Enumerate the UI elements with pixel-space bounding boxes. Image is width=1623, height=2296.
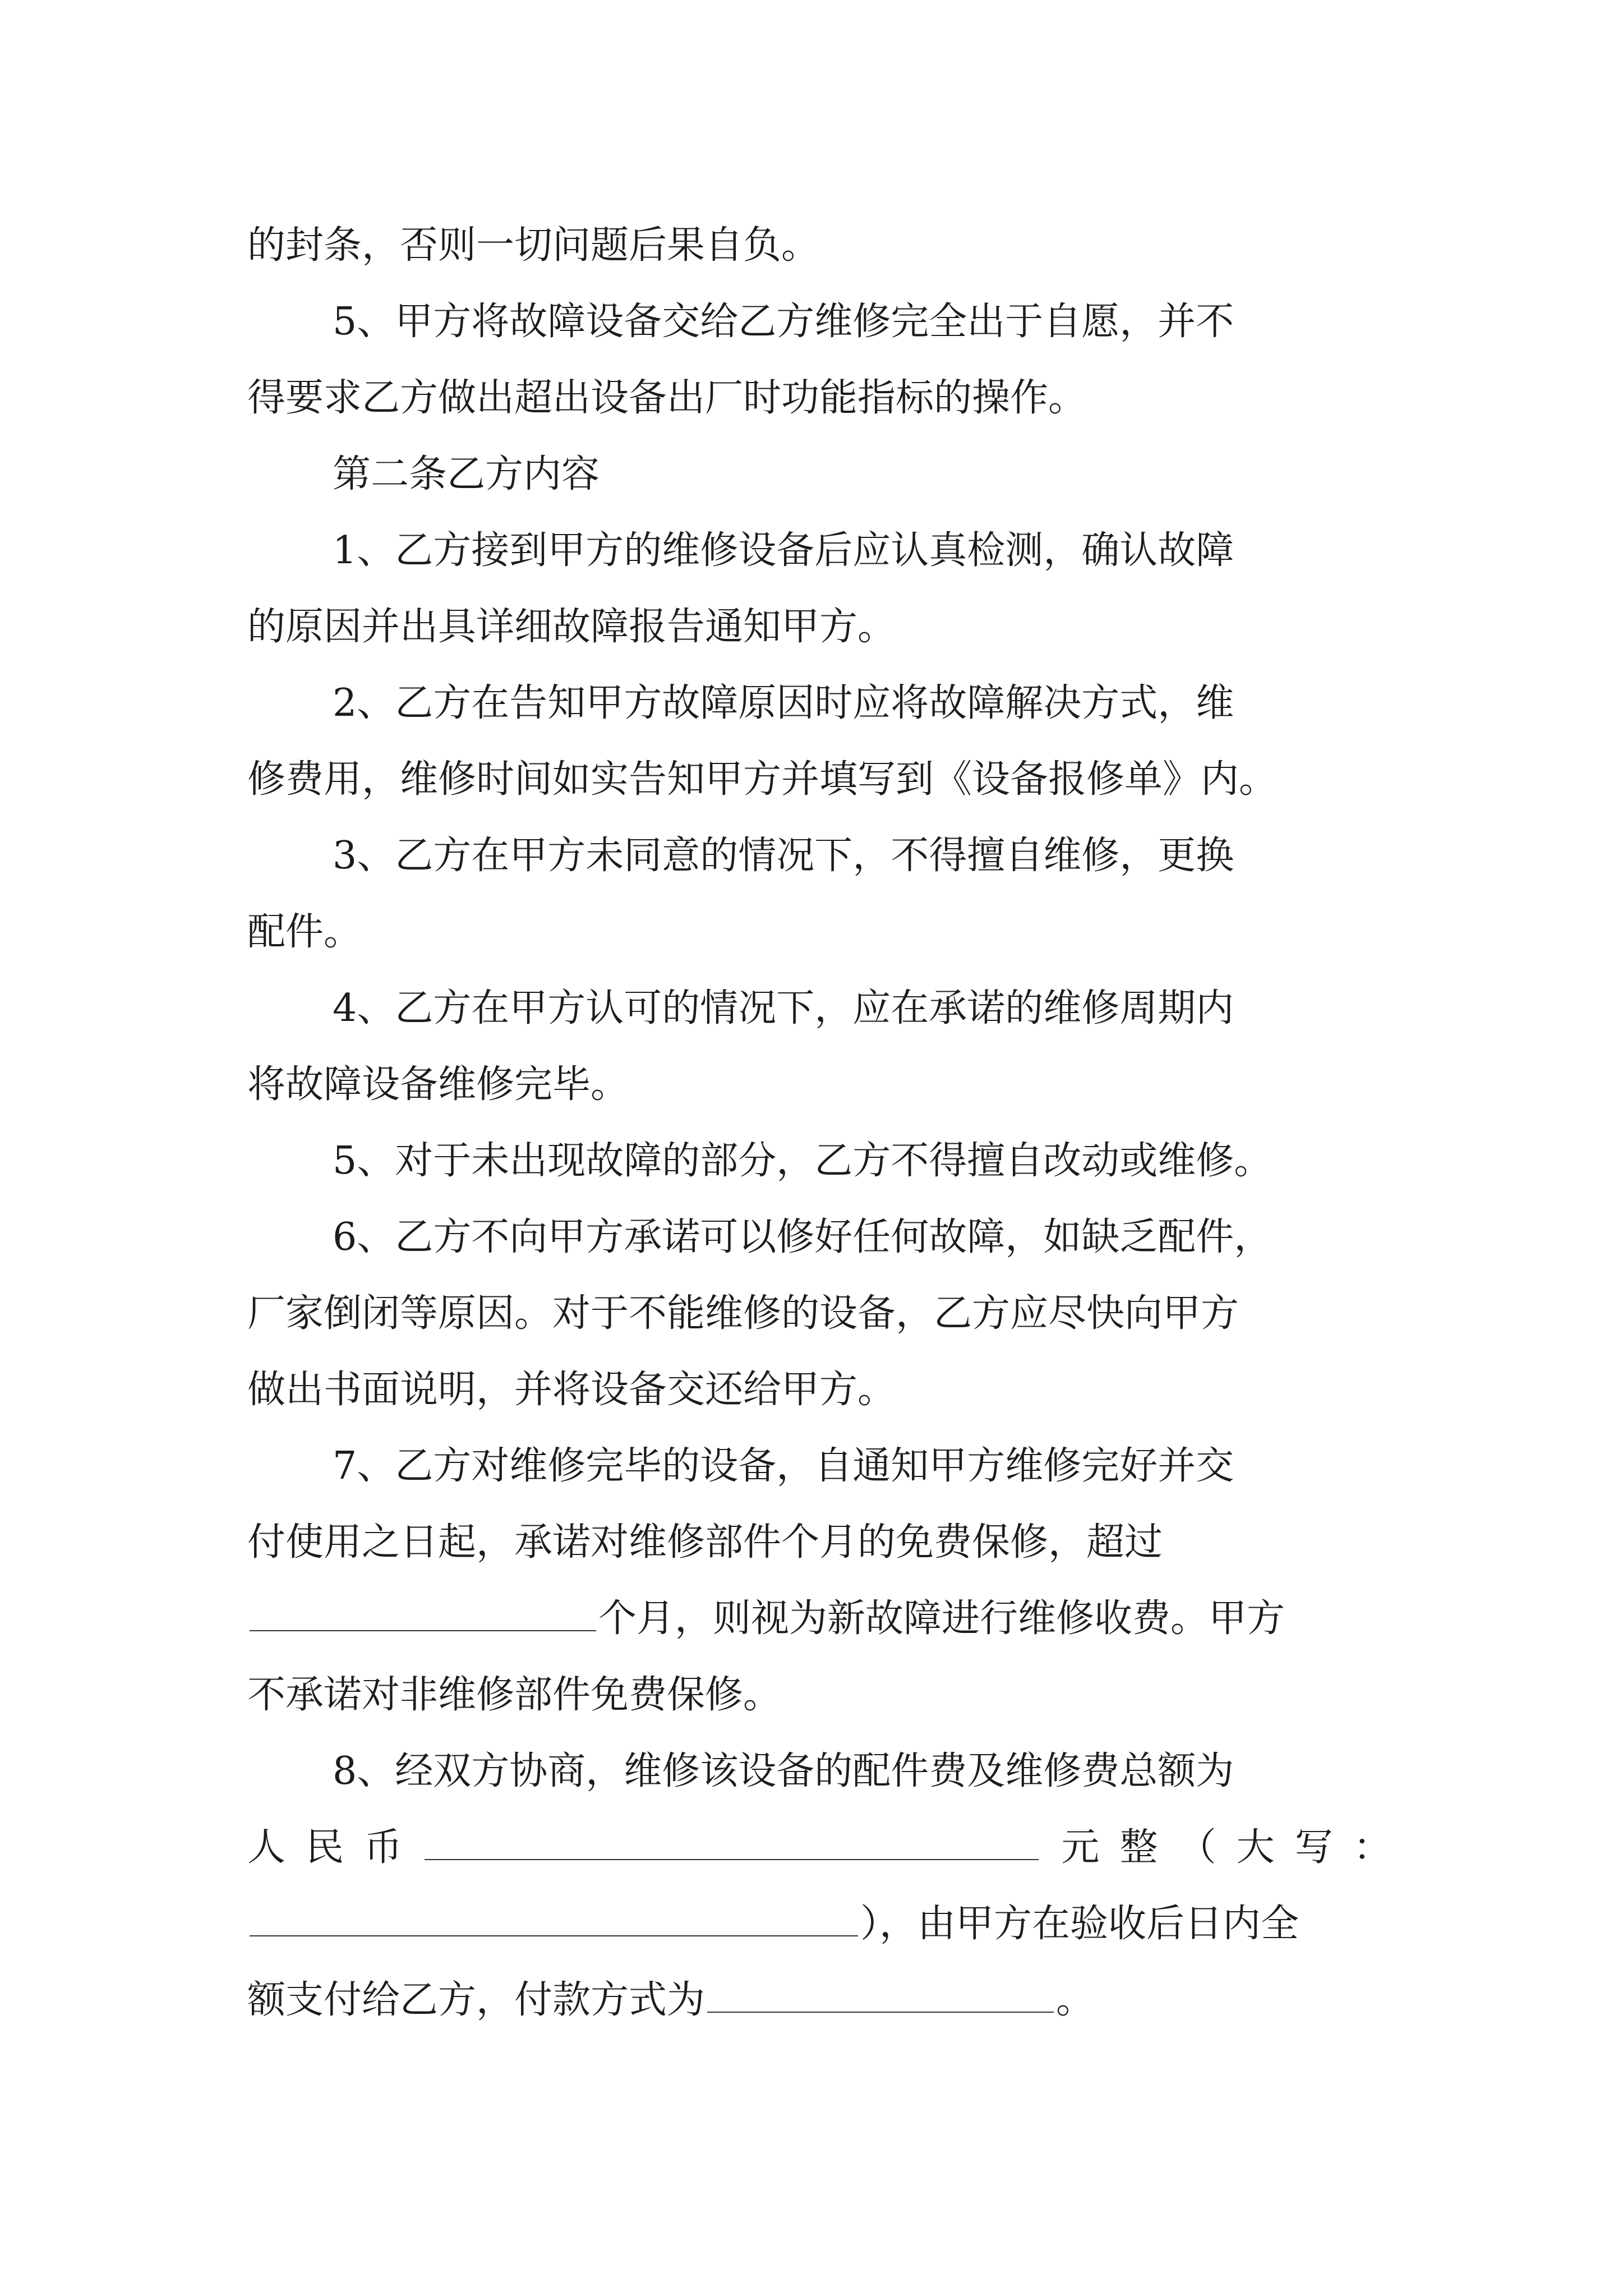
warranty-months-blank[interactable]	[250, 1625, 596, 1631]
clause-8-line	[247, 1886, 1391, 1962]
clause-6-line: 6、乙方不向甲方承诺可以修好任何故障，如缺乏配件，	[333, 1215, 1272, 1259]
amount-unit-char: （	[1178, 1825, 1216, 1870]
clause-8-line	[247, 1962, 1391, 2039]
clause-8-text: 。	[1056, 1978, 1095, 2022]
clause-4-line: 4、乙方在甲方认可的情况下，应在承诺的维修周期内	[333, 986, 1234, 1030]
clause-8-amount-line	[247, 1810, 1391, 1886]
clause-6-line: 做出书面说明，并将设备交还给甲方。	[247, 1368, 896, 1412]
clause-2-line: 修费用，维修时间如实告知甲方并填写到《设备报修单》内。	[247, 757, 1278, 802]
clause-5-line: 得要求乙方做出超出设备出厂时功能指标的操作。	[247, 376, 1087, 420]
clause-7-line: 7、乙方对维修完毕的设备，自通知甲方维修完好并交	[333, 1444, 1234, 1488]
amount-unit-char: 元	[1061, 1825, 1100, 1870]
amount-unit-char: 写	[1294, 1825, 1333, 1870]
amount-label-char: 民	[306, 1825, 344, 1870]
amount-label-char: 币	[364, 1825, 403, 1870]
clause-8-line: 8、经双方协商，维修该设备的配件费及维修费总额为	[333, 1749, 1234, 1793]
clause-7-line: 付使用之日起，承诺对维修部件个月的免费保修，超过	[247, 1520, 1163, 1565]
payment-method-blank[interactable]	[707, 2006, 1054, 2013]
document-body	[247, 208, 1391, 2039]
clause-5-line: 5、甲方将故障设备交给乙方维修完全出于自愿，并不	[333, 300, 1234, 344]
clause-4-line: 将故障设备维修完毕。	[247, 1062, 629, 1107]
amount-label-char: 人	[247, 1825, 286, 1870]
amount-blank[interactable]	[425, 1853, 1039, 1860]
section-heading: 第二条乙方内容	[333, 452, 600, 496]
clause-8-text: 额支付给乙方，付款方式为	[247, 1978, 706, 2022]
clause-3-line: 3、乙方在甲方未同意的情况下，不得擅自维修，更换	[333, 834, 1234, 878]
clause-8-text: ），由甲方在验收后日内全	[860, 1902, 1299, 1946]
amount-unit-char: ：	[1353, 1825, 1391, 1870]
clause-7-text: 个月，则视为新故障进行维修收费。甲方	[598, 1596, 1285, 1641]
clause-5b-line: 5、对于未出现故障的部分，乙方不得擅自改动或维修。	[333, 1139, 1272, 1183]
clause-2-line: 2、乙方在告知甲方故障原因时应将故障解决方式，维	[333, 681, 1234, 725]
amount-unit-char: 大	[1236, 1825, 1275, 1870]
clause-3-line: 配件。	[247, 910, 362, 954]
amount-in-words-blank[interactable]	[250, 1930, 858, 1936]
clause-7-line	[247, 1581, 1391, 1657]
amount-unit-char: 整	[1119, 1825, 1158, 1870]
clause-1-line: 1、乙方接到甲方的维修设备后应认真检测，确认故障	[333, 528, 1234, 573]
paragraph-line: 的封条，否则一切问题后果自负。	[247, 223, 820, 268]
clause-6-line: 厂家倒闭等原因。对于不能维修的设备，乙方应尽快向甲方	[247, 1291, 1239, 1336]
clause-1-line: 的原因并出具详细故障报告通知甲方。	[247, 605, 896, 649]
clause-7-line: 不承诺对非维修部件免费保修。	[247, 1673, 782, 1717]
